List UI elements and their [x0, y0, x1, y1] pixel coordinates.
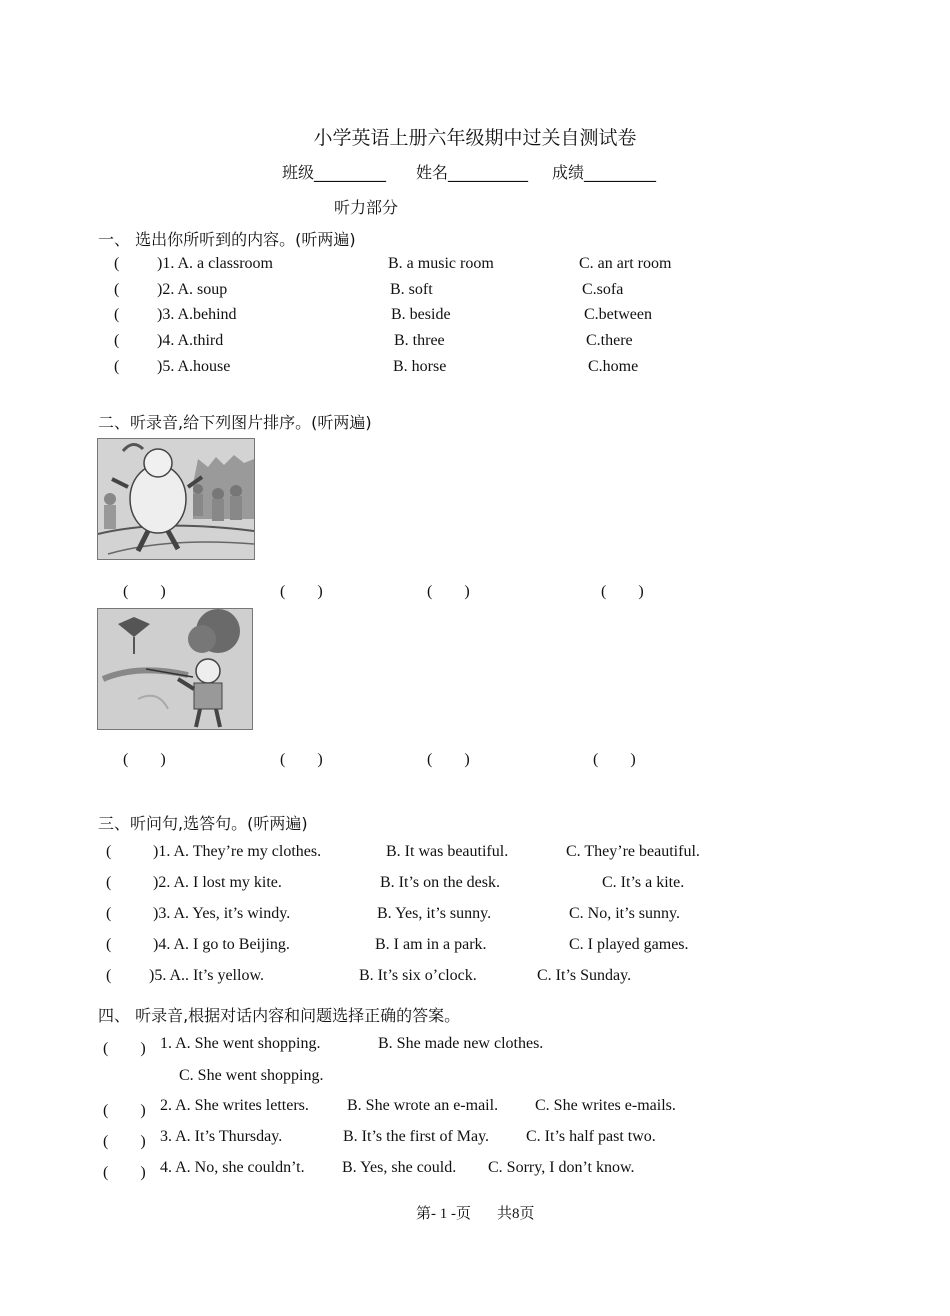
option-b: B. three [394, 332, 445, 349]
section2-heading: 二、听录音,给下列图片排序。(听两遍) [98, 413, 372, 432]
option-b: B. beside [391, 306, 451, 323]
class-field[interactable]: 班级_________ [282, 163, 387, 182]
answer-paren[interactable]: ( [114, 306, 120, 323]
option-c: C. They’re beautiful. [566, 843, 700, 860]
option-c: C.home [588, 358, 639, 375]
page-total: 共8页 [497, 1206, 535, 1222]
option-a: 3. A. It’s Thursday. [160, 1128, 283, 1145]
answer-blank[interactable]: ( ) [123, 583, 166, 600]
option-a: )4. A. I go to Beijing. [153, 936, 290, 953]
option-c: C. It’s a kite. [602, 874, 685, 891]
option-c: C.there [586, 332, 633, 349]
option-a: )4. A.third [157, 332, 224, 349]
option-a: )5. A.. It’s yellow. [149, 967, 264, 984]
option-a: )1. A. a classroom [157, 255, 273, 272]
option-c: C. It’s Sunday. [537, 967, 632, 984]
answer-blank[interactable]: ( ) [123, 751, 166, 768]
option-c: C. No, it’s sunny. [569, 905, 680, 922]
answer-blank[interactable]: ( ) [280, 583, 323, 600]
option-c: C. an art room [579, 255, 672, 272]
section1-heading: 一、 选出你所听到的内容。(听两遍) [98, 230, 356, 249]
answer-paren[interactable]: ( ) [103, 1040, 146, 1057]
option-a: 2. A. She writes letters. [160, 1097, 309, 1114]
option-c: C. It’s half past two. [526, 1128, 656, 1145]
option-a: )2. A. soup [157, 281, 228, 298]
option-b: B. It’s the first of May. [343, 1128, 490, 1145]
option-b: B. soft [390, 281, 433, 298]
option-c: C. She writes e-mails. [535, 1097, 676, 1114]
answer-blank[interactable]: ( ) [427, 583, 470, 600]
option-b: B. It was beautiful. [386, 843, 509, 860]
option-b: B. Yes, she could. [342, 1159, 457, 1176]
option-b: B. a music room [388, 255, 494, 272]
page-number: 第- 1 -页 [416, 1206, 471, 1222]
option-b: B. horse [393, 358, 447, 375]
boy-kite-picture [97, 608, 253, 730]
answer-blank[interactable]: ( ) [280, 751, 323, 768]
option-a: 1. A. She went shopping. [160, 1035, 321, 1052]
option-b: B. It’s six o’clock. [359, 967, 477, 984]
answer-paren[interactable]: ( ) [103, 1102, 146, 1119]
answer-paren[interactable]: ( [106, 905, 112, 922]
score-field[interactable]: 成绩_________ [552, 163, 657, 182]
option-c: C.sofa [582, 281, 624, 298]
option-b: B. It’s on the desk. [380, 874, 500, 891]
option-c: C. Sorry, I don’t know. [488, 1159, 635, 1176]
option-c: C. She went shopping. [179, 1067, 324, 1084]
answer-blank[interactable]: ( ) [593, 751, 636, 768]
answer-paren[interactable]: ( [114, 332, 120, 349]
option-a: )1. A. They’re my clothes. [153, 843, 322, 860]
option-b: B. She made new clothes. [378, 1035, 544, 1052]
answer-paren[interactable]: ( [114, 281, 120, 298]
option-a: )5. A.house [157, 358, 231, 375]
answer-paren[interactable]: ( [114, 358, 120, 375]
answer-paren[interactable]: ( [114, 255, 120, 272]
option-c: C.between [584, 306, 652, 323]
page-title: 小学英语上册六年级期中过关自测试卷 [313, 127, 637, 149]
option-b: B. She wrote an e-mail. [347, 1097, 499, 1114]
option-a: )3. A.behind [157, 306, 237, 323]
giant-parade-picture [97, 438, 255, 560]
section3-heading: 三、听问句,选答句。(听两遍) [98, 814, 308, 833]
listening-part-label: 听力部分 [334, 198, 399, 217]
name-field[interactable]: 姓名__________ [416, 163, 529, 182]
answer-blank[interactable]: ( ) [427, 751, 470, 768]
section4-heading: 四、 听录音,根据对话内容和问题选择正确的答案。 [98, 1006, 461, 1025]
option-b: B. Yes, it’s sunny. [377, 905, 492, 922]
answer-paren[interactable]: ( [106, 936, 112, 953]
option-b: B. I am in a park. [375, 936, 487, 953]
answer-blank[interactable]: ( ) [601, 583, 644, 600]
answer-paren[interactable]: ( ) [103, 1133, 146, 1150]
option-a: )3. A. Yes, it’s windy. [153, 905, 291, 922]
answer-paren[interactable]: ( [106, 843, 112, 860]
option-c: C. I played games. [569, 936, 689, 953]
option-a: )2. A. I lost my kite. [153, 874, 282, 891]
option-a: 4. A. No, she couldn’t. [160, 1159, 305, 1176]
answer-paren[interactable]: ( ) [103, 1164, 146, 1181]
answer-paren[interactable]: ( [106, 967, 112, 984]
answer-paren[interactable]: ( [106, 874, 112, 891]
